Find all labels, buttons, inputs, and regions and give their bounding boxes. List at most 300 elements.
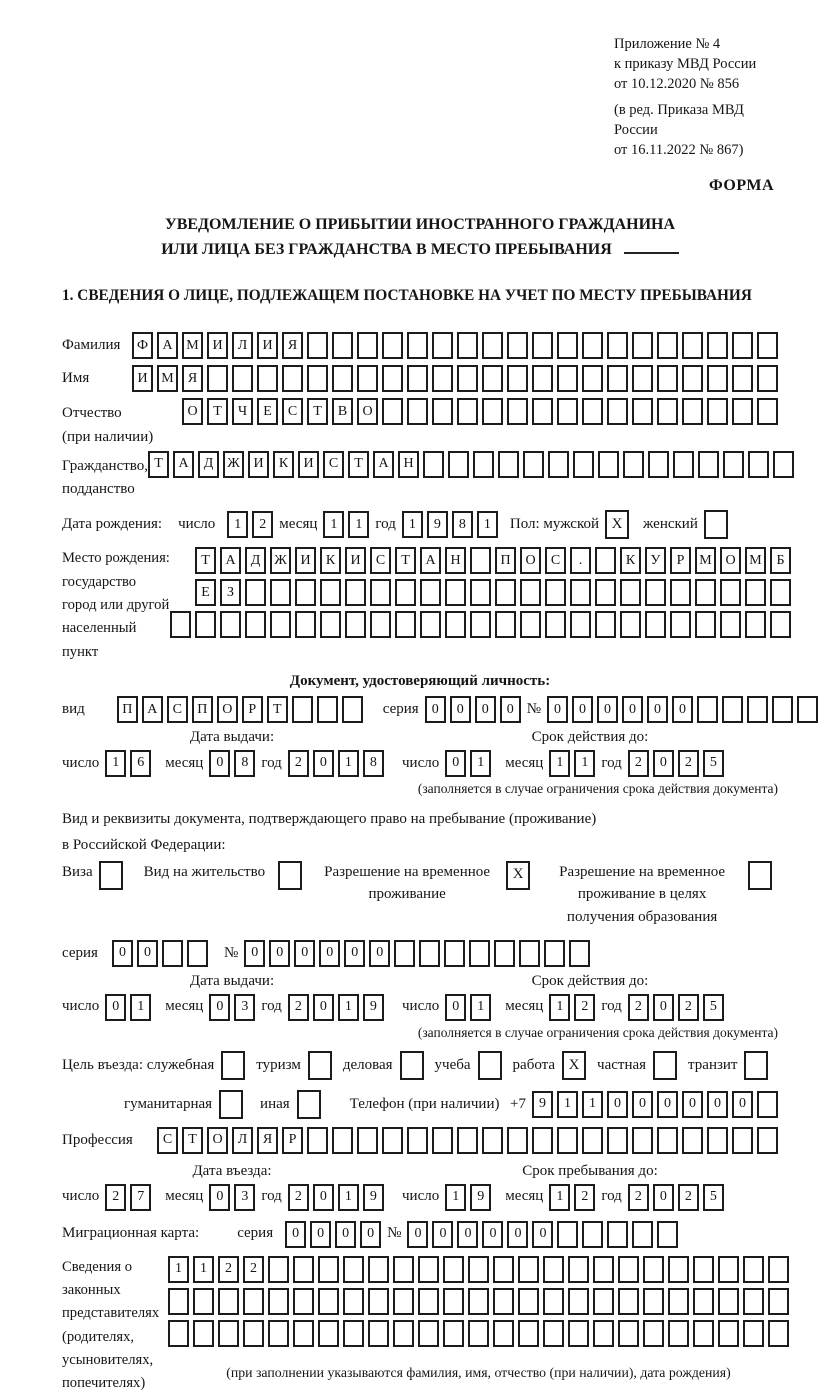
- char-cell: О: [720, 547, 741, 574]
- char-cell: [394, 940, 415, 967]
- char-cell: [382, 1127, 403, 1154]
- form-title: [62, 213, 778, 263]
- stay-doc-dates-row: [62, 994, 778, 1021]
- char-cell: [495, 611, 516, 638]
- patronymic-label-line2: (при наличии): [62, 428, 154, 445]
- citizenship-row: [62, 451, 778, 502]
- char-cell: [697, 696, 718, 723]
- char-cell: 0: [707, 1091, 728, 1118]
- char-cell: [507, 365, 528, 392]
- char-cell: [595, 579, 616, 606]
- char-cell: Н: [445, 547, 466, 574]
- temp-residence-checkbox: X: [506, 861, 530, 890]
- month-label: месяц: [279, 516, 318, 533]
- char-cell: [693, 1288, 714, 1315]
- phone-boxes: [532, 1091, 778, 1118]
- birthdate-row: [62, 510, 778, 539]
- char-cell: [743, 1288, 764, 1315]
- char-cell: 1: [168, 1256, 189, 1283]
- char-cell: П: [495, 547, 516, 574]
- char-cell: 0: [269, 940, 290, 967]
- char-cell: [543, 1256, 564, 1283]
- char-cell: [543, 1320, 564, 1347]
- char-cell: 1: [402, 511, 423, 538]
- char-cell: 2: [628, 750, 649, 777]
- char-cell: А: [173, 451, 194, 478]
- migration-number-boxes: [407, 1221, 678, 1248]
- option-visa-label: Виза: [62, 863, 93, 880]
- char-cell: [582, 1221, 603, 1248]
- char-cell: Д: [245, 547, 266, 574]
- char-cell: [320, 579, 341, 606]
- stay-doc-issue-month-boxes: [209, 994, 255, 1021]
- char-cell: 2: [218, 1256, 239, 1283]
- char-cell: [382, 398, 403, 425]
- char-cell: 2: [252, 511, 273, 538]
- profession-row: [62, 1127, 778, 1154]
- char-cell: 0: [653, 750, 674, 777]
- char-cell: 0: [209, 994, 230, 1021]
- purpose-gumanitarnaya-label: гуманитарная: [124, 1095, 213, 1112]
- option-visa: [62, 861, 123, 890]
- char-cell: 8: [452, 511, 473, 538]
- year-label: год: [601, 754, 622, 771]
- char-cell: Т: [267, 696, 288, 723]
- guardians-group: [62, 1256, 778, 1396]
- char-cell: Т: [207, 398, 228, 425]
- char-cell: 0: [335, 1221, 356, 1248]
- char-cell: 1: [470, 994, 491, 1021]
- char-cell: [682, 1127, 703, 1154]
- char-cell: [757, 1091, 778, 1118]
- guardians-label: [62, 1256, 168, 1396]
- annex-line: к приказу МВД России: [614, 56, 757, 72]
- char-cell: Я: [282, 332, 303, 359]
- char-cell: [420, 579, 441, 606]
- char-cell: [307, 365, 328, 392]
- entry-date-titles: [62, 1162, 778, 1182]
- char-cell: А: [142, 696, 163, 723]
- char-cell: [773, 451, 794, 478]
- char-cell: 0: [360, 1221, 381, 1248]
- birthplace-group: [62, 547, 785, 664]
- char-cell: 1: [227, 511, 248, 538]
- char-cell: [419, 940, 440, 967]
- char-cell: [232, 365, 253, 392]
- char-cell: 0: [319, 940, 340, 967]
- char-cell: [393, 1256, 414, 1283]
- char-cell: [632, 332, 653, 359]
- char-cell: М: [695, 547, 716, 574]
- char-cell: [357, 332, 378, 359]
- char-cell: [532, 398, 553, 425]
- char-cell: Ж: [223, 451, 244, 478]
- char-cell: [757, 1127, 778, 1154]
- char-cell: [568, 1256, 589, 1283]
- char-cell: [518, 1288, 539, 1315]
- stay-doc-valid-title: Срок действия до:: [531, 973, 649, 990]
- identity-issue-date: [62, 750, 402, 777]
- char-cell: З: [220, 579, 241, 606]
- char-cell: [657, 398, 678, 425]
- char-cell: 0: [732, 1091, 753, 1118]
- identity-valid-day-boxes: [445, 750, 491, 777]
- char-cell: [468, 1288, 489, 1315]
- purpose-turizm-checkbox: [308, 1051, 332, 1080]
- day-label: число: [402, 754, 440, 771]
- char-cell: [523, 451, 544, 478]
- char-cell: [245, 611, 266, 638]
- char-cell: [332, 332, 353, 359]
- char-cell: [482, 365, 503, 392]
- purpose-turizm-label: туризм: [256, 1056, 301, 1073]
- char-cell: [293, 1256, 314, 1283]
- title-blank-underline: [624, 238, 679, 254]
- char-cell: 2: [574, 994, 595, 1021]
- char-cell: И: [345, 547, 366, 574]
- char-cell: 0: [532, 1221, 553, 1248]
- identity-valid-month-boxes: [549, 750, 595, 777]
- char-cell: [457, 365, 478, 392]
- char-cell: С: [282, 398, 303, 425]
- month-label: месяц: [165, 1188, 204, 1205]
- purpose-label: Цель въезда: служебная: [62, 1056, 215, 1073]
- char-cell: [620, 579, 641, 606]
- entry-month-boxes: [209, 1184, 255, 1211]
- guardians-boxes-row3: [168, 1320, 789, 1347]
- char-cell: [718, 1256, 739, 1283]
- char-cell: [468, 1256, 489, 1283]
- char-cell: 5: [703, 1184, 724, 1211]
- char-cell: [162, 940, 183, 967]
- char-cell: [618, 1256, 639, 1283]
- char-cell: [743, 1320, 764, 1347]
- char-cell: [473, 451, 494, 478]
- char-cell: А: [373, 451, 394, 478]
- char-cell: С: [545, 547, 566, 574]
- char-cell: [432, 365, 453, 392]
- guardians-label-line: усыновителях,: [62, 1351, 154, 1368]
- citizenship-label-line1: Гражданство,: [62, 457, 149, 474]
- char-cell: 1: [348, 511, 369, 538]
- char-cell: [707, 332, 728, 359]
- option-residence-permit-label: Вид на жительство: [143, 863, 266, 880]
- char-cell: 0: [507, 1221, 528, 1248]
- char-cell: [568, 1288, 589, 1315]
- char-cell: [507, 1127, 528, 1154]
- char-cell: 0: [547, 696, 568, 723]
- form-title-line1: УВЕДОМЛЕНИЕ О ПРИБЫТИИ ИНОСТРАННОГО ГРАЖДАНИНА: [164, 215, 676, 233]
- char-cell: [432, 1127, 453, 1154]
- char-cell: [595, 611, 616, 638]
- temp-residence-education-checkbox: [748, 861, 772, 890]
- char-cell: [718, 1288, 739, 1315]
- identity-dates-row: [62, 750, 778, 777]
- char-cell: [720, 579, 741, 606]
- char-cell: [295, 579, 316, 606]
- char-cell: [770, 579, 791, 606]
- char-cell: [218, 1288, 239, 1315]
- char-cell: [493, 1288, 514, 1315]
- char-cell: П: [192, 696, 213, 723]
- char-cell: [382, 365, 403, 392]
- char-cell: М: [745, 547, 766, 574]
- annex-edit-line: (в ред. Приказа МВД России: [614, 102, 744, 138]
- char-cell: [443, 1288, 464, 1315]
- residence-permit-checkbox: [278, 861, 302, 890]
- stay-doc-valid-month-boxes: [549, 994, 595, 1021]
- char-cell: 0: [344, 940, 365, 967]
- char-cell: 2: [288, 1184, 309, 1211]
- char-cell: [670, 611, 691, 638]
- until-month-boxes: [549, 1184, 595, 1211]
- char-cell: С: [167, 696, 188, 723]
- char-cell: [243, 1288, 264, 1315]
- char-cell: [757, 332, 778, 359]
- surname-boxes: [132, 332, 778, 359]
- char-cell: [673, 451, 694, 478]
- month-label: месяц: [505, 754, 544, 771]
- char-cell: [607, 365, 628, 392]
- migration-series-boxes: [285, 1221, 381, 1248]
- series-label: серия: [382, 701, 419, 718]
- sex-male-label: Пол: мужской: [509, 516, 600, 533]
- phone-prefix: +7: [510, 1095, 526, 1112]
- char-cell: И: [248, 451, 269, 478]
- stay-until-title: Срок пребывания до:: [522, 1163, 658, 1180]
- char-cell: [747, 696, 768, 723]
- name-row: [62, 365, 778, 392]
- char-cell: [493, 1256, 514, 1283]
- char-cell: [293, 1288, 314, 1315]
- char-cell: [707, 398, 728, 425]
- char-cell: [532, 1127, 553, 1154]
- char-cell: Р: [670, 547, 691, 574]
- birthplace-boxes-row1: [195, 547, 791, 574]
- char-cell: [623, 451, 644, 478]
- patronymic-label: [62, 398, 153, 449]
- stay-doc-issue-date: [62, 994, 402, 1021]
- purpose-ucheba-label: учеба: [434, 1056, 471, 1073]
- char-cell: [482, 398, 503, 425]
- char-cell: 9: [363, 994, 384, 1021]
- stay-doc-series-boxes: [112, 940, 208, 967]
- char-cell: 2: [628, 994, 649, 1021]
- stay-until-date: [402, 1184, 724, 1211]
- char-cell: 0: [653, 994, 674, 1021]
- char-cell: [342, 696, 363, 723]
- char-cell: 0: [647, 696, 668, 723]
- annex-block: [614, 34, 778, 160]
- char-cell: [543, 1288, 564, 1315]
- citizenship-label: [62, 451, 148, 502]
- char-cell: 1: [470, 750, 491, 777]
- char-cell: [482, 1127, 503, 1154]
- char-cell: Т: [348, 451, 369, 478]
- profession-label: Профессия: [62, 1132, 133, 1149]
- char-cell: Р: [242, 696, 263, 723]
- stay-doc-text-line2: в Российской Федерации:: [62, 837, 226, 854]
- char-cell: [357, 1127, 378, 1154]
- birthplace-boxes-row2: [195, 579, 791, 606]
- char-cell: А: [420, 547, 441, 574]
- option-temp-residence-education: [549, 861, 772, 929]
- char-cell: 0: [105, 994, 126, 1021]
- stay-doc-valid-year-boxes: [628, 994, 724, 1021]
- char-cell: [370, 579, 391, 606]
- until-day-boxes: [445, 1184, 491, 1211]
- char-cell: Ж: [270, 547, 291, 574]
- char-cell: К: [320, 547, 341, 574]
- day-label: число: [178, 516, 216, 533]
- char-cell: [407, 398, 428, 425]
- day-label: число: [62, 754, 100, 771]
- char-cell: [532, 332, 553, 359]
- stay-doc-validity-note: (заполняется в случае ограничения срока действия документа): [417, 1024, 778, 1040]
- char-cell: [573, 451, 594, 478]
- char-cell: 1: [557, 1091, 578, 1118]
- guardians-boxes-row1: [168, 1256, 789, 1283]
- char-cell: Л: [232, 1127, 253, 1154]
- char-cell: Т: [182, 1127, 203, 1154]
- char-cell: [470, 579, 491, 606]
- char-cell: [593, 1288, 614, 1315]
- char-cell: 1: [549, 994, 570, 1021]
- char-cell: [395, 611, 416, 638]
- char-cell: 0: [209, 1184, 230, 1211]
- guardians-label-line: (родителях,: [62, 1328, 135, 1345]
- char-cell: [748, 451, 769, 478]
- char-cell: [668, 1256, 689, 1283]
- guardians-label-line: попечителях): [62, 1375, 146, 1392]
- char-cell: [443, 1320, 464, 1347]
- month-label: месяц: [165, 754, 204, 771]
- char-cell: [682, 332, 703, 359]
- char-cell: [593, 1256, 614, 1283]
- char-cell: 1: [338, 1184, 359, 1211]
- char-cell: И: [207, 332, 228, 359]
- char-cell: [643, 1320, 664, 1347]
- char-cell: [445, 579, 466, 606]
- char-cell: А: [220, 547, 241, 574]
- char-cell: [598, 451, 619, 478]
- stay-doc-series-row: [62, 940, 778, 967]
- char-cell: [418, 1288, 439, 1315]
- profession-boxes: [157, 1127, 778, 1154]
- char-cell: [368, 1320, 389, 1347]
- char-cell: 0: [310, 1221, 331, 1248]
- char-cell: [270, 611, 291, 638]
- char-cell: [268, 1256, 289, 1283]
- char-cell: 2: [678, 1184, 699, 1211]
- char-cell: [468, 1320, 489, 1347]
- char-cell: 0: [657, 1091, 678, 1118]
- char-cell: [582, 398, 603, 425]
- patronymic-boxes: [182, 398, 778, 425]
- char-cell: 0: [622, 696, 643, 723]
- migration-card-label: Миграционная карта:: [62, 1225, 200, 1242]
- char-cell: М: [157, 365, 178, 392]
- form-title-line2-text: ИЛИ ЛИЦА БЕЗ ГРАЖДАНСТВА В МЕСТО ПРЕБЫВАНИЯ: [161, 240, 612, 258]
- char-cell: [195, 611, 216, 638]
- sex-female-checkbox: [704, 510, 728, 539]
- char-cell: Т: [395, 547, 416, 574]
- char-cell: [643, 1256, 664, 1283]
- year-label: год: [261, 1188, 282, 1205]
- char-cell: 2: [243, 1256, 264, 1283]
- purpose-inaya-label: иная: [260, 1095, 290, 1112]
- char-cell: [457, 398, 478, 425]
- year-label: год: [601, 998, 622, 1015]
- char-cell: Д: [198, 451, 219, 478]
- month-label: месяц: [165, 998, 204, 1015]
- purpose-chastnaya-checkbox: [653, 1051, 677, 1080]
- char-cell: 0: [445, 994, 466, 1021]
- char-cell: [607, 332, 628, 359]
- char-cell: [268, 1288, 289, 1315]
- identity-issue-title: Дата выдачи:: [189, 729, 275, 746]
- char-cell: [632, 1221, 653, 1248]
- char-cell: [732, 1127, 753, 1154]
- char-cell: Т: [195, 547, 216, 574]
- purpose-inaya-checkbox: [297, 1090, 321, 1119]
- char-cell: 2: [628, 1184, 649, 1211]
- char-cell: [343, 1320, 364, 1347]
- char-cell: [657, 332, 678, 359]
- entry-date: [62, 1184, 402, 1211]
- stay-doc-issue-title: Дата выдачи:: [189, 973, 275, 990]
- char-cell: 0: [653, 1184, 674, 1211]
- birth-month-boxes: [323, 511, 369, 538]
- name-label: Имя: [62, 370, 90, 387]
- option-temp-residence-education-label: Разрешение на временное проживание в целях получения образования: [559, 863, 726, 925]
- identity-date-titles: [62, 728, 778, 748]
- char-cell: [745, 579, 766, 606]
- char-cell: 2: [678, 750, 699, 777]
- char-cell: [557, 332, 578, 359]
- section1-heading: 1. СВЕДЕНИЯ О ЛИЦЕ, ПОДЛЕЖАЩЕМ ПОСТАНОВКЕ НА УЧЕТ ПО МЕСТУ ПРЕБЫВАНИЯ: [62, 287, 752, 305]
- char-cell: 0: [672, 696, 693, 723]
- char-cell: 1: [130, 994, 151, 1021]
- surname-row: [62, 332, 778, 359]
- char-cell: [270, 579, 291, 606]
- char-cell: 0: [682, 1091, 703, 1118]
- char-cell: А: [157, 332, 178, 359]
- char-cell: [657, 1221, 678, 1248]
- char-cell: [320, 611, 341, 638]
- char-cell: [772, 696, 793, 723]
- identity-doc-heading: Документ, удостоверяющий личность:: [289, 672, 551, 689]
- char-cell: [732, 365, 753, 392]
- series-label: серия: [62, 944, 98, 961]
- char-cell: 0: [244, 940, 265, 967]
- char-cell: Н: [398, 451, 419, 478]
- form-title-line2: [62, 238, 778, 263]
- birthplace-label-line2: государство: [62, 573, 137, 590]
- char-cell: 7: [130, 1184, 151, 1211]
- char-cell: [545, 579, 566, 606]
- char-cell: [768, 1288, 789, 1315]
- char-cell: [218, 1320, 239, 1347]
- char-cell: [243, 1320, 264, 1347]
- char-cell: С: [157, 1127, 178, 1154]
- option-temp-residence-label: Разрешение на временное проживание: [324, 863, 491, 903]
- char-cell: К: [273, 451, 294, 478]
- char-cell: [493, 1320, 514, 1347]
- char-cell: Е: [257, 398, 278, 425]
- char-cell: И: [298, 451, 319, 478]
- until-year-boxes: [628, 1184, 724, 1211]
